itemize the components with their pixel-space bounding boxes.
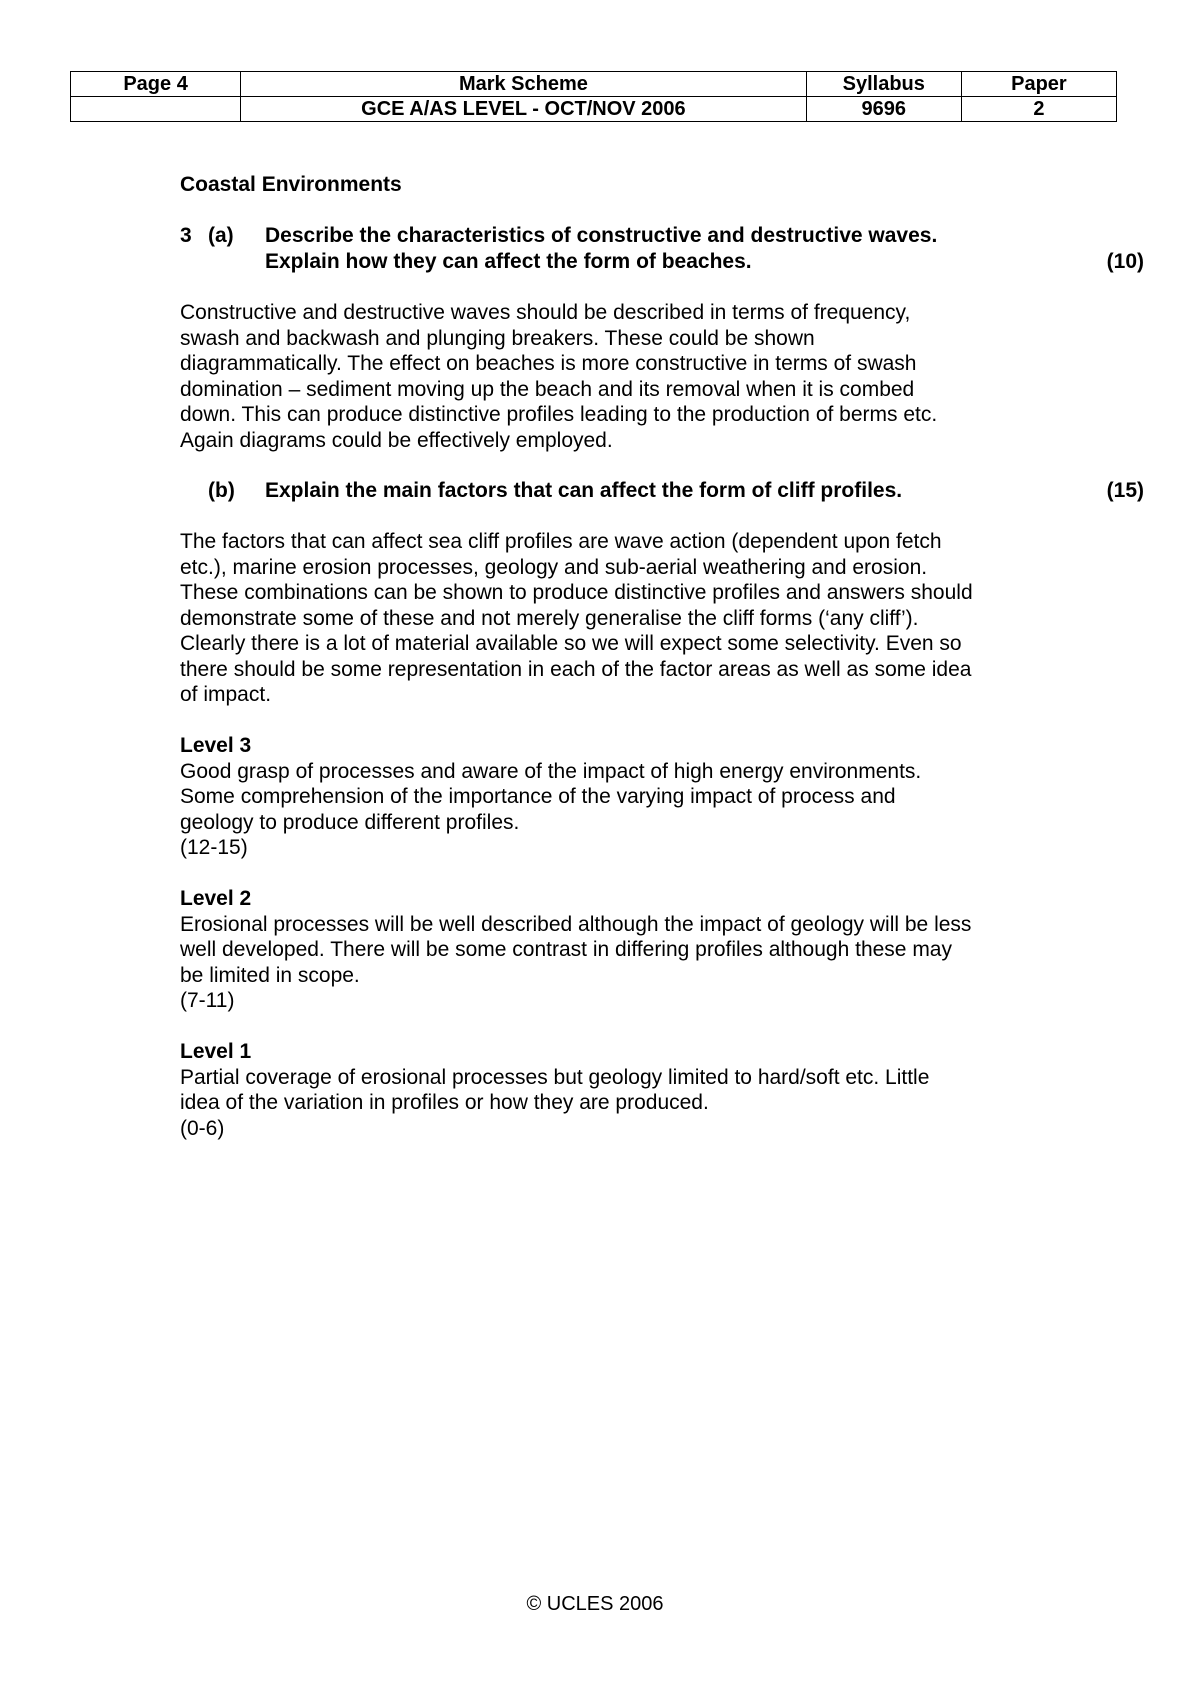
question-part-a: (a) xyxy=(208,224,234,247)
answer-line: Constructive and destructive waves should be described in terms of frequency, xyxy=(180,301,911,324)
level-2-title: Level 2 xyxy=(180,887,252,910)
level-1-range: (0-6) xyxy=(180,1116,225,1140)
answer-3a xyxy=(180,300,1020,453)
answer-line: Clearly there is a lot of material available so we will expect some selectivity. Even so xyxy=(180,632,962,655)
level-3-block xyxy=(180,733,1020,861)
level-line: idea of the variation in profiles or how they are produced. xyxy=(180,1091,709,1114)
header-paper: Paper xyxy=(961,72,1116,97)
answer-line: down. This can produce distinctive profiles leading to the production of berms etc. xyxy=(180,403,938,426)
question-3b-text: Explain the main factors that can affect the form of cliff profiles. xyxy=(265,479,903,502)
answer-line: diagrammatically. The effect on beaches is more constructive in terms of swash xyxy=(180,352,917,375)
question-3a-marks: (10) xyxy=(1106,250,1144,273)
answer-line: Again diagrams could be effectively employed. xyxy=(180,428,613,452)
answer-line: etc.), marine erosion processes, geology and sub-aerial weathering and erosion. xyxy=(180,555,928,579)
level-2-range: (7-11) xyxy=(180,989,235,1012)
level-1-title: Level 1 xyxy=(180,1040,252,1063)
copyright-footer: © UCLES 2006 xyxy=(526,1593,664,1615)
level-2-block xyxy=(180,886,1020,1014)
answer-line: The factors that can affect sea cliff profiles are wave action (dependent upon fetch xyxy=(180,530,942,553)
section-title: Coastal Environments xyxy=(180,173,402,196)
header-paper-number: 2 xyxy=(961,97,1116,122)
header-table xyxy=(70,71,1117,122)
header-row-2 xyxy=(71,97,1117,122)
header-empty-cell xyxy=(71,97,241,122)
level-line: well developed. There will be some contrast in differing profiles although these may xyxy=(180,938,952,961)
level-line: Some comprehension of the importance of the varying impact of process and xyxy=(180,785,896,808)
answer-line: demonstrate some of these and not merely generalise the cliff forms (‘any cliff’). xyxy=(180,606,919,630)
question-3b-marks: (15) xyxy=(1106,479,1144,502)
answer-line: domination – sediment moving up the beach and its removal when it is combed xyxy=(180,377,915,401)
question-3a-line-2: Explain how they can affect the form of beaches. xyxy=(265,250,752,273)
header-page: Page 4 xyxy=(71,72,241,97)
level-line: Erosional processes will be well described although the impact of geology will be less xyxy=(180,912,972,936)
answer-line: there should be some representation in each of the factor areas as well as some idea xyxy=(180,657,972,681)
question-number: 3 xyxy=(180,224,192,247)
level-line: Good grasp of processes and aware of the impact of high energy environments. xyxy=(180,759,922,783)
level-line: be limited in scope. xyxy=(180,963,360,987)
level-3-range: (12-15) xyxy=(180,836,248,859)
answer-line: of impact. xyxy=(180,683,272,706)
level-line: geology to produce different profiles. xyxy=(180,810,520,834)
header-syllabus: Syllabus xyxy=(806,72,961,97)
answer-line: These combinations can be shown to produce distinctive profiles and answers should xyxy=(180,581,973,604)
question-3a-line-1: Describe the characteristics of constructive and destructive waves. xyxy=(265,224,938,247)
level-1-block xyxy=(180,1039,1020,1141)
header-syllabus-code: 9696 xyxy=(806,97,961,122)
question-part-b: (b) xyxy=(208,479,235,502)
level-line: Partial coverage of erosional processes but geology limited to hard/soft etc. Little xyxy=(180,1065,930,1089)
level-3-title: Level 3 xyxy=(180,734,252,757)
header-exam-title: GCE A/AS LEVEL - OCT/NOV 2006 xyxy=(241,97,807,122)
answer-3b xyxy=(180,529,1020,708)
answer-line: swash and backwash and plunging breakers. These could be shown xyxy=(180,326,815,350)
header-row-1 xyxy=(71,72,1117,97)
header-mark-scheme: Mark Scheme xyxy=(241,72,807,97)
